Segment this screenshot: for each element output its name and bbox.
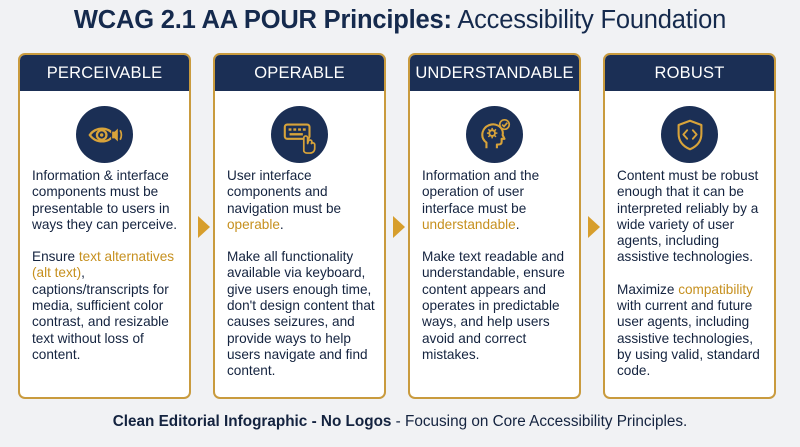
description-text: Information and the operation of user interface must be bbox=[422, 168, 540, 216]
title-light: Accessibility Foundation bbox=[457, 6, 727, 34]
detail-text: Maximize bbox=[617, 281, 679, 297]
footer-rest: - Focusing on Core Accessibility Principles. bbox=[391, 413, 688, 430]
description-text: . bbox=[515, 216, 520, 232]
card-header: PERCEIVABLE bbox=[20, 55, 189, 91]
card-description bbox=[422, 168, 571, 233]
card-body bbox=[422, 168, 571, 379]
card-perceivable bbox=[18, 53, 191, 399]
highlight-term: text alternatives (alt text) bbox=[32, 249, 175, 281]
card-description: Information & interface components must be presentable to users in ways they can perceive. bbox=[32, 168, 178, 232]
code-shield-icon bbox=[661, 106, 718, 163]
title-bold: WCAG 2.1 AA POUR Principles: bbox=[73, 6, 452, 34]
card-body bbox=[227, 168, 376, 396]
card-operable bbox=[213, 53, 386, 399]
description-text: User interface components and navigation must be bbox=[227, 168, 342, 216]
card-description bbox=[227, 168, 376, 233]
detail-text: with current and future user agents, including assistive technologies, by using valid, standard code. bbox=[617, 298, 760, 379]
arrow-connector bbox=[198, 216, 210, 238]
card-description: Content must be robust enough that it can be interpreted reliably by a wide variety of user agents, including assistive technologies. bbox=[617, 168, 759, 265]
card-body bbox=[32, 168, 181, 379]
card-detail: Make text readable and understandable, ensure content appears and operates in predictable ways, and help users avoid and correct mistakes. bbox=[422, 249, 565, 362]
card-detail bbox=[617, 282, 766, 380]
arrow-connector bbox=[588, 216, 600, 238]
card-header: ROBUST bbox=[605, 55, 774, 91]
card-header: UNDERSTANDABLE bbox=[410, 55, 579, 91]
eye-speaker-icon bbox=[76, 106, 133, 163]
footer-caption bbox=[0, 413, 800, 431]
card-robust bbox=[603, 53, 776, 399]
card-header: OPERABLE bbox=[215, 55, 384, 91]
arrow-connector bbox=[393, 216, 405, 238]
highlight-term: compatibility bbox=[678, 281, 753, 297]
keyboard-hand-icon bbox=[271, 106, 328, 163]
card-understandable bbox=[408, 53, 581, 399]
detail-text: Ensure bbox=[32, 249, 79, 265]
page-title bbox=[0, 6, 800, 35]
card-body bbox=[617, 168, 766, 396]
highlight-term: operable bbox=[227, 216, 280, 232]
head-gear-icon bbox=[466, 106, 523, 163]
card-detail: Make all functionality available via keyboard, give users enough time, don't design content that causes seizures, and provide ways to help users navigate and find content. bbox=[227, 249, 375, 379]
footer-bold: Clean Editorial Infographic - No Logos bbox=[112, 413, 392, 430]
highlight-term: understandable bbox=[422, 216, 516, 232]
detail-text: , captions/transcripts for media, sufficient color contrast, and resizable text without loss of content. bbox=[32, 265, 169, 362]
principles-cards bbox=[18, 53, 784, 399]
card-detail bbox=[32, 249, 181, 363]
description-text: . bbox=[279, 216, 284, 232]
